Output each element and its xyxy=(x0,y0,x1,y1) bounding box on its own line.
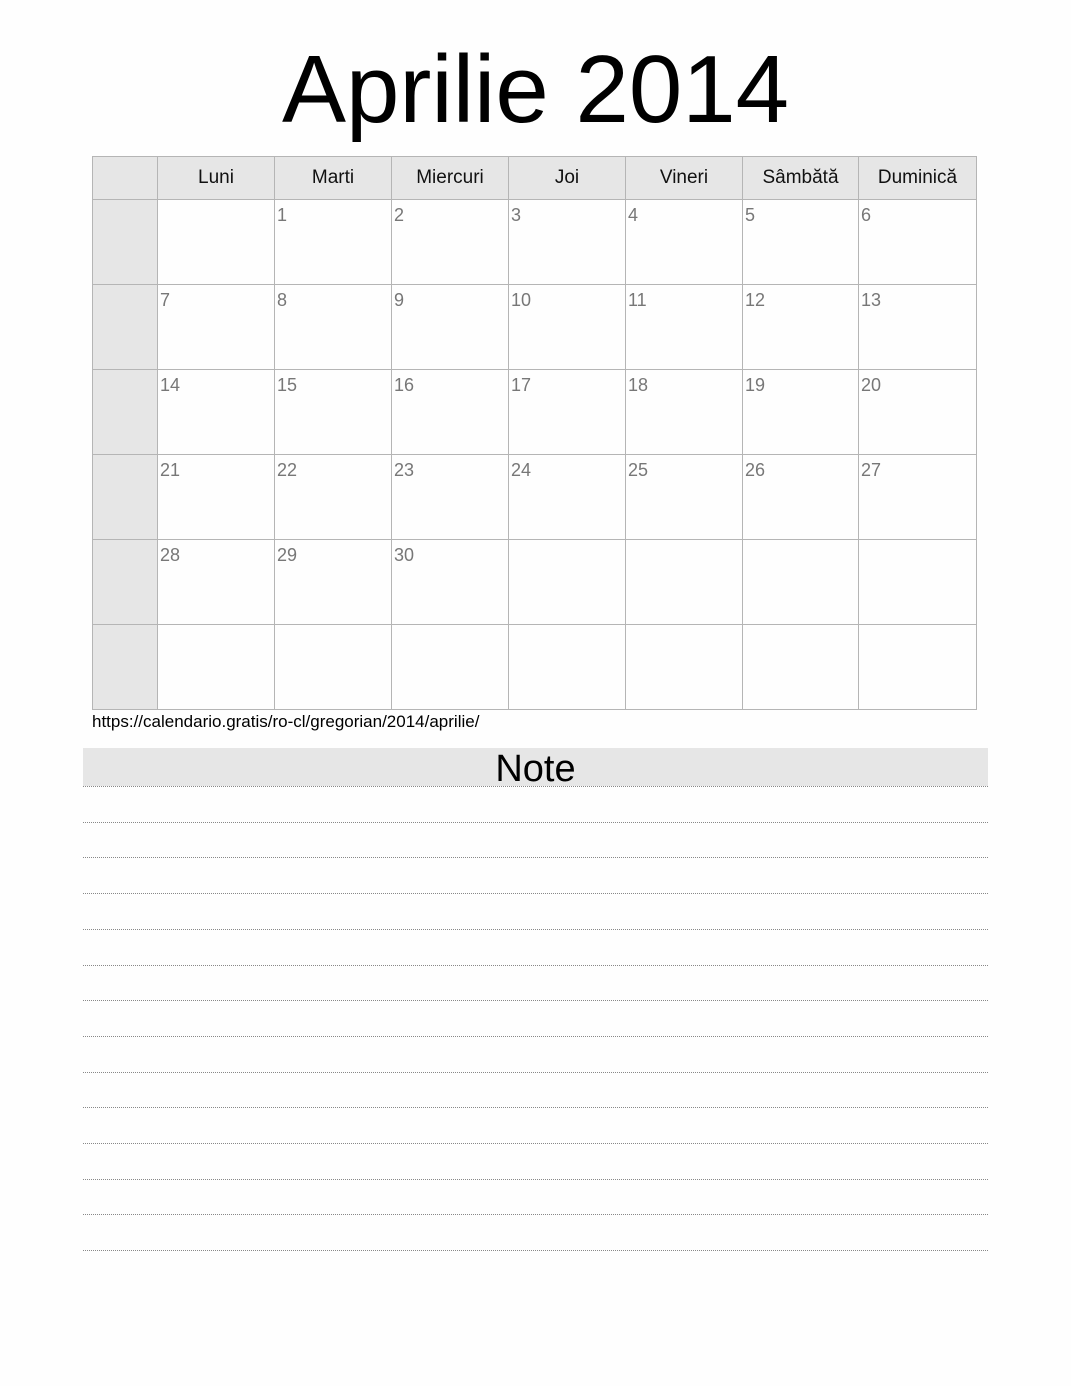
day-cell xyxy=(626,455,743,540)
week-number-header xyxy=(93,157,158,200)
day-number: 5 xyxy=(745,205,756,225)
day-cell xyxy=(275,370,392,455)
day-number: 15 xyxy=(277,375,298,395)
day-cell xyxy=(509,455,626,540)
week-row xyxy=(93,455,977,540)
day-number xyxy=(392,625,508,630)
week-number-cell xyxy=(93,200,158,285)
note-line xyxy=(83,1072,988,1073)
day-number xyxy=(859,540,976,545)
day-number: 8 xyxy=(277,290,288,310)
week-number-cell xyxy=(93,370,158,455)
day-cell xyxy=(859,540,977,625)
day-cell xyxy=(626,540,743,625)
week-row xyxy=(93,200,977,285)
day-number: 10 xyxy=(511,290,532,310)
weekday-header: Duminică xyxy=(859,157,977,200)
day-number: 11 xyxy=(628,290,647,310)
day-number: 13 xyxy=(861,290,882,310)
day-cell xyxy=(509,540,626,625)
day-number: 21 xyxy=(160,460,181,480)
day-cell xyxy=(392,200,509,285)
day-cell xyxy=(743,540,859,625)
day-cell xyxy=(158,370,275,455)
day-number: 25 xyxy=(628,460,649,480)
weekday-header: Joi xyxy=(509,157,626,200)
day-cell xyxy=(743,200,859,285)
day-cell xyxy=(509,625,626,710)
note-line xyxy=(83,1036,988,1037)
note-line xyxy=(83,1143,988,1144)
day-number: 6 xyxy=(861,205,872,225)
day-cell xyxy=(158,455,275,540)
day-cell xyxy=(392,285,509,370)
week-number-cell xyxy=(93,540,158,625)
day-cell xyxy=(392,625,509,710)
day-cell xyxy=(509,285,626,370)
day-number xyxy=(509,625,625,630)
note-line xyxy=(83,965,988,966)
day-cell xyxy=(743,455,859,540)
note-line xyxy=(83,857,988,858)
day-number: 26 xyxy=(745,460,766,480)
day-cell xyxy=(859,285,977,370)
week-number-cell xyxy=(93,285,158,370)
day-number: 27 xyxy=(861,460,882,480)
day-number: 23 xyxy=(394,460,415,480)
day-cell xyxy=(626,200,743,285)
week-row xyxy=(93,285,977,370)
day-number xyxy=(509,540,625,545)
day-number: 14 xyxy=(160,375,181,395)
day-cell xyxy=(275,455,392,540)
note-line xyxy=(83,893,988,894)
day-cell xyxy=(509,370,626,455)
calendar-grid xyxy=(92,156,977,710)
day-number xyxy=(626,540,742,545)
day-cell xyxy=(859,455,977,540)
day-cell xyxy=(158,200,275,285)
day-number: 22 xyxy=(277,460,298,480)
day-cell xyxy=(275,625,392,710)
day-number xyxy=(158,200,274,205)
day-number xyxy=(859,625,976,630)
weekday-header: Luni xyxy=(158,157,275,200)
day-cell xyxy=(158,285,275,370)
week-number-cell xyxy=(93,455,158,540)
note-line xyxy=(83,1000,988,1001)
note-line xyxy=(83,786,988,787)
day-number: 24 xyxy=(511,460,532,480)
week-row xyxy=(93,540,977,625)
day-number xyxy=(743,625,858,630)
day-cell xyxy=(626,285,743,370)
weekday-header: Sâmbătă xyxy=(743,157,859,200)
source-url: https://calendario.gratis/ro-cl/gregorian/2014/aprilie/ xyxy=(92,712,480,731)
day-cell xyxy=(158,540,275,625)
day-number: 9 xyxy=(394,290,405,310)
day-cell xyxy=(392,370,509,455)
notes-title: Note xyxy=(83,748,988,786)
day-cell xyxy=(392,540,509,625)
note-line xyxy=(83,1107,988,1108)
day-number xyxy=(158,625,274,630)
day-cell xyxy=(743,285,859,370)
day-cell xyxy=(158,625,275,710)
weekday-header: Marti xyxy=(275,157,392,200)
day-cell xyxy=(859,370,977,455)
day-cell xyxy=(626,625,743,710)
day-cell xyxy=(859,625,977,710)
day-number: 19 xyxy=(745,375,766,395)
day-cell xyxy=(743,625,859,710)
day-number xyxy=(626,625,742,630)
note-line xyxy=(83,1214,988,1215)
day-number: 12 xyxy=(745,290,766,310)
day-number: 16 xyxy=(394,375,415,395)
day-cell xyxy=(859,200,977,285)
day-number: 18 xyxy=(628,375,649,395)
day-number: 7 xyxy=(160,290,171,310)
day-number: 2 xyxy=(394,205,405,225)
day-number: 17 xyxy=(511,375,532,395)
day-number: 29 xyxy=(277,545,298,565)
note-line xyxy=(83,929,988,930)
day-cell xyxy=(743,370,859,455)
weekday-header: Vineri xyxy=(626,157,743,200)
week-row xyxy=(93,370,977,455)
day-number xyxy=(275,625,391,630)
day-cell xyxy=(509,200,626,285)
day-cell xyxy=(275,540,392,625)
day-cell xyxy=(626,370,743,455)
day-number: 28 xyxy=(160,545,181,565)
week-number-cell xyxy=(93,625,158,710)
note-line xyxy=(83,1179,988,1180)
day-number: 3 xyxy=(511,205,522,225)
page-title: Aprilie 2014 xyxy=(282,36,789,143)
day-cell xyxy=(275,285,392,370)
note-line xyxy=(83,1250,988,1251)
weekday-header: Miercuri xyxy=(392,157,509,200)
day-number: 20 xyxy=(861,375,882,395)
day-number: 1 xyxy=(277,205,288,225)
day-number xyxy=(743,540,858,545)
day-cell xyxy=(275,200,392,285)
day-number: 4 xyxy=(628,205,639,225)
weekday-header-row xyxy=(93,157,977,200)
day-number: 30 xyxy=(394,545,415,565)
note-line xyxy=(83,822,988,823)
week-row xyxy=(93,625,977,710)
day-cell xyxy=(392,455,509,540)
